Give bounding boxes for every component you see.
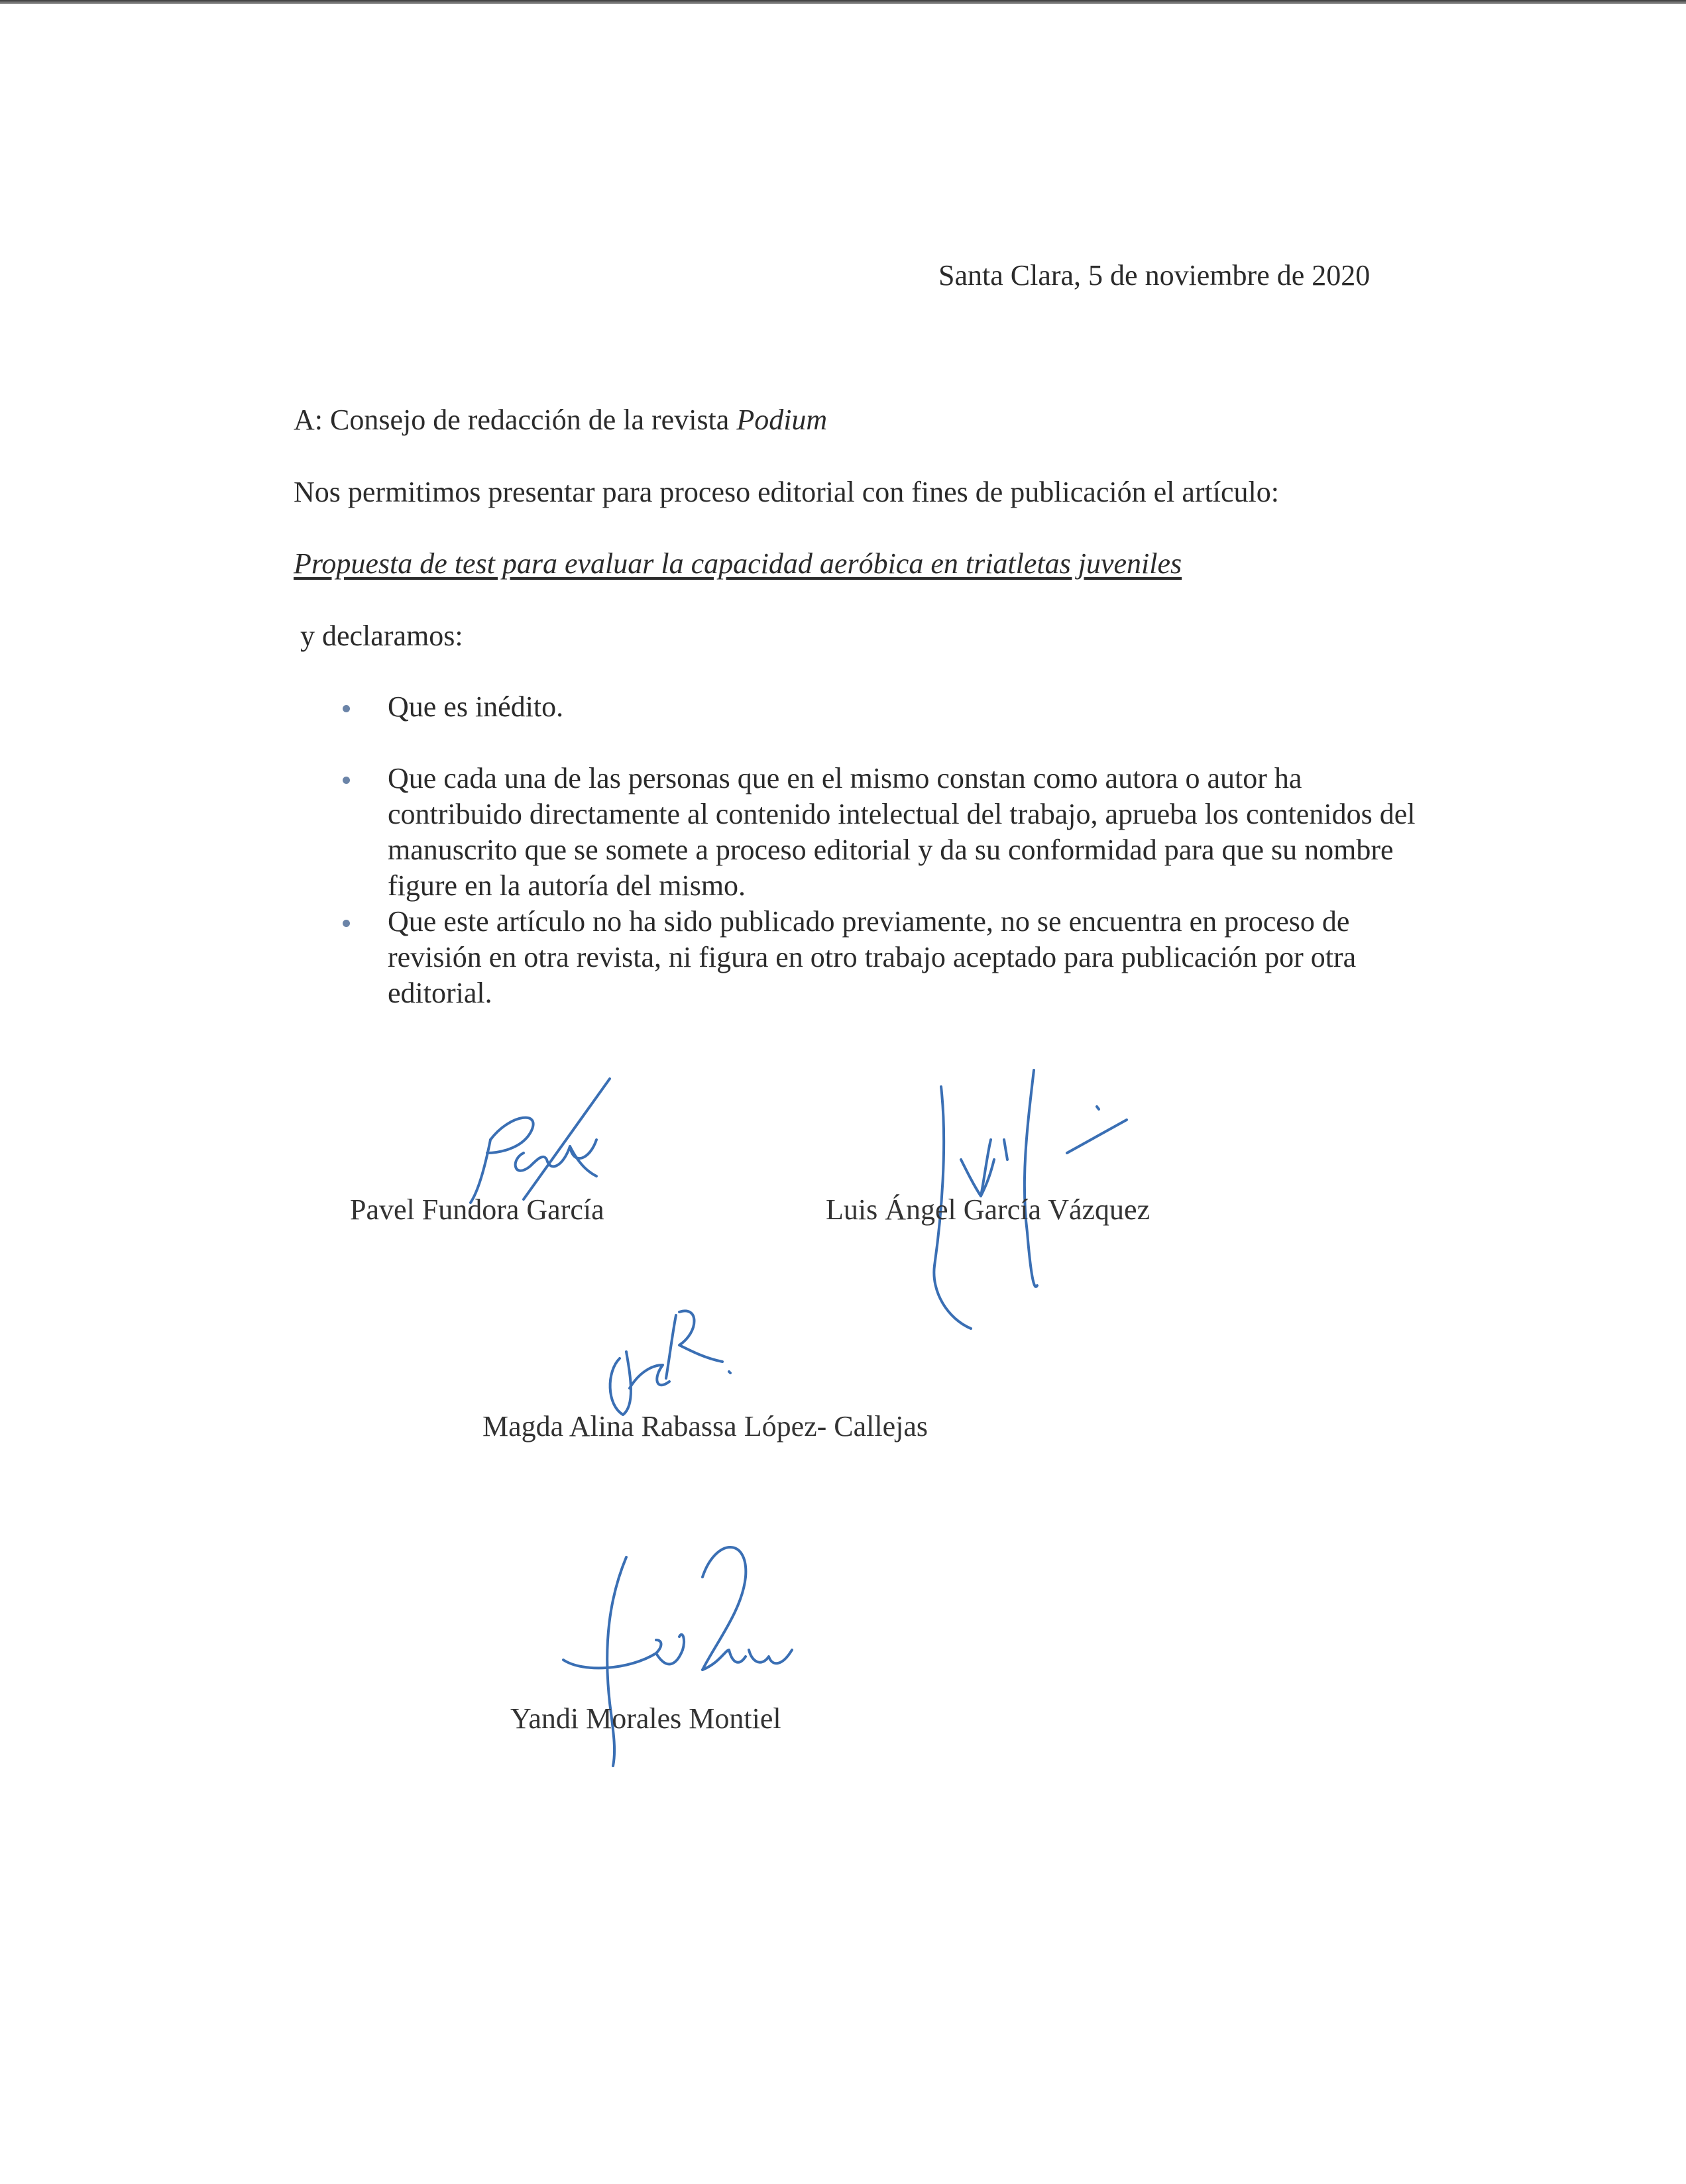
article-title: Propuesta de test para evaluar la capacidad aeróbica en triatletas juveniles: [294, 547, 1182, 580]
signature-3: [600, 1299, 739, 1425]
declaration-text: Que cada una de las personas que en el mismo constan como autora o autor ha contribuido directamente al contenido intelectual del trabajo, aprueba los contenidos del manuscrito que se somete a proceso editorial y da su conformidad para que su nombre figure en la autoría del mismo.: [388, 762, 1416, 902]
signature-1: [431, 1073, 630, 1213]
bullet-icon: [343, 777, 350, 784]
declaration-item: [388, 689, 1435, 725]
declaration-text: Que es inédito.: [388, 690, 564, 723]
signer-name: Magda Alina Rabassa López- Callejas: [482, 1410, 928, 1443]
declaration-item: [388, 761, 1435, 904]
journal-name: Podium: [736, 404, 828, 436]
recipient-prefix: A: Consejo de redacción de la revista: [294, 404, 737, 436]
recipient-line: [294, 402, 827, 438]
scan-edge: [0, 0, 1686, 4]
bullet-icon: [343, 705, 350, 712]
intro-paragraph: Nos permitimos presentar para proceso editorial con fines de publicación el artículo:: [294, 476, 1279, 508]
declarations-list: [388, 689, 1435, 1011]
bullet-icon: [343, 920, 350, 927]
declaration-text: Que este artículo no ha sido publicado previamente, no se encuentra en proceso de revisión en otra revista, ni figura en otro trabajo aceptado para publicación por otra editorial.: [388, 905, 1357, 1009]
declaration-item: [388, 904, 1435, 1011]
signer-name: Pavel Fundora García: [350, 1193, 604, 1226]
date-line: Santa Clara, 5 de noviembre de 2020: [938, 259, 1371, 292]
declaration-lead: y declaramos:: [300, 620, 463, 652]
signer-name: Yandi Morales Montiel: [510, 1702, 781, 1735]
signer-name: Luis Ángel García Vázquez: [826, 1193, 1151, 1226]
